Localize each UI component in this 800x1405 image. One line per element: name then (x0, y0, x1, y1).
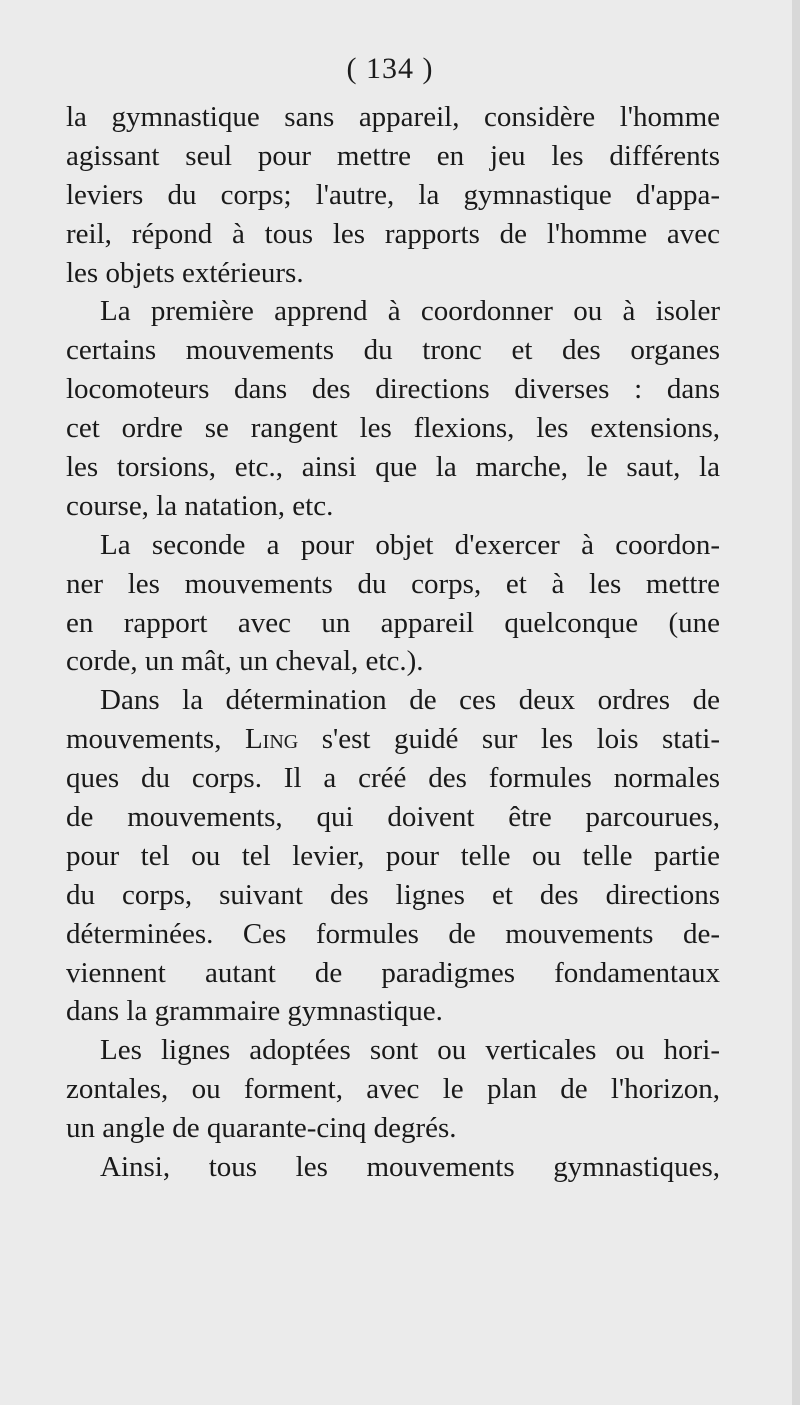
text-line: un angle de quarante-cinq degrés. (66, 1112, 457, 1145)
author-name-ling: Ling (244, 723, 299, 756)
text-line (66, 720, 720, 759)
text-line: Les lignes adoptées sont ou verticales ou hori- (100, 1034, 720, 1067)
text-line: La première apprend à coordonner ou à isoler (100, 295, 720, 328)
text-line: de mouvements, qui doivent être parcourues, (66, 801, 720, 834)
text-line: cet ordre se rangent les flexions, les extensions, (66, 412, 720, 445)
text-line: pour tel ou tel levier, pour telle ou telle partie (66, 839, 720, 872)
text-line: certains mouvements du tronc et des organes (66, 334, 720, 367)
page-edge (792, 0, 800, 1405)
text-line: en rapport avec un appareil quelconque (une (66, 606, 720, 639)
text-line: déterminées. Ces formules de mouvements de- (66, 917, 720, 950)
text-line: leviers du corps; l'autre, la gymnastique d'appa- (66, 178, 720, 211)
text-line-segment: s'est guidé sur les lois stati- (298, 723, 720, 756)
text-line: du corps, suivant des lignes et des directions (66, 878, 720, 911)
text-line: les torsions, etc., ainsi que la marche, le saut, la (66, 451, 720, 484)
text-line: ner les mouvements du corps, et à les mettre (66, 567, 720, 600)
text-line: agissant seul pour mettre en jeu les différents (66, 139, 720, 172)
text-line: viennent autant de paradigmes fondamentaux (66, 956, 720, 989)
text-line: la gymnastique sans appareil, considère l'homme (66, 101, 720, 133)
text-line: zontales, ou forment, avec le plan de l'horizon, (66, 1073, 720, 1106)
page-number: ( 134 ) (346, 52, 434, 85)
text-line: ques du corps. Il a créé des formules normales (66, 762, 720, 795)
body-text (66, 98, 720, 1187)
text-line-segment: Dans la détermination de ces deux ordres de (100, 684, 720, 717)
text-line: corde, un mât, un cheval, etc.). (66, 645, 424, 678)
text-line: les objets extérieurs. (66, 256, 304, 289)
text-line (66, 681, 720, 720)
text-line: dans la grammaire gymnastique. (66, 995, 443, 1028)
text-line-segment: mouvements, (66, 723, 245, 756)
text-line: Ainsi, tous les mouvements gymnastiques, (100, 1151, 720, 1184)
text-line: reil, répond à tous les rapports de l'homme avec (66, 217, 720, 250)
text-line: course, la natation, etc. (66, 489, 334, 522)
text-line: La seconde a pour objet d'exercer à coordon- (100, 528, 720, 561)
text-line: locomoteurs dans des directions diverses : dans (66, 373, 720, 406)
